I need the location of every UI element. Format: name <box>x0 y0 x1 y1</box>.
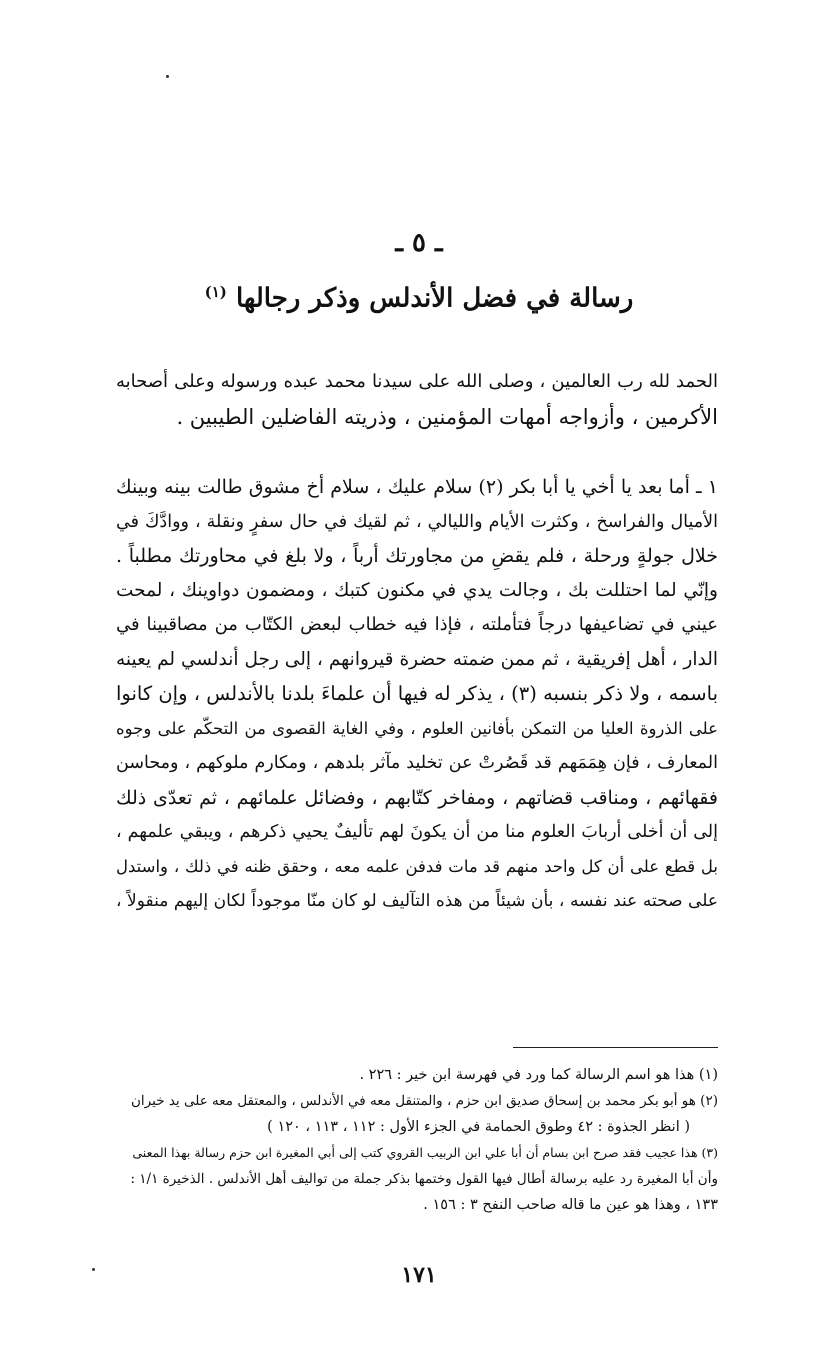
footnotes <box>118 1062 718 1218</box>
text-line: على صحته عند نفسه ، بأن شيئاً من هذه التآليف لو كان منّا موجوداً لكان إليهم منقولاً ، <box>116 891 718 911</box>
section-number: ـ ٥ ـ <box>395 228 443 258</box>
intro-paragraph <box>116 365 718 434</box>
footnote-1: (١) هذا هو اسم الرسالة كما ورد في فهرسة ابن خير : ٢٢٦ . <box>359 1067 718 1083</box>
text-line: الحمد لله رب العالمين ، وصلى الله على سيدنا محمد عبده ورسوله وعلى أصحابه <box>116 371 718 392</box>
text-line: الأميال والفراسخ ، وكثرت الأيام والليالي ، ثم لقيك في حال سفرٍ ونقلة ، ووادَّكَ في <box>116 511 718 532</box>
text-line: ١ ـ أما بعد يا أخي يا أبا بكر (٢) سلام عليك ، سلام أخ مشوق طالت بينه وبينك <box>116 476 718 498</box>
chapter-title-text: رسالة في فضل الأندلس وذكر رجالها <box>235 283 634 314</box>
title-footnote-marker: (١) <box>204 283 227 301</box>
footnote-2-continued: ( انظر الجذوة : ٤٢ وطوق الحمامة في الجزء الأول : ١١٢ ، ١١٣ ، ١٢٠ ) <box>267 1119 690 1135</box>
text-line: الدار ، أهل إفريقية ، ثم ممن ضمته حضرة قيروانهم ، إلى رجل أندلسي لم يعينه <box>116 648 718 670</box>
text-line: خلال جولةٍ ورحلة ، فلم يقضِ من مجاورتك أرباً ، ولا بلغ في محاورتك مطلباً . <box>116 545 718 567</box>
footnote-2: (٢) هو أبو بكر محمد بن إسحاق صديق ابن حزم ، والمتنقل معه في الأندلس ، والمعتقل معه على يد خيران <box>131 1093 718 1109</box>
footnote-3-continued: وأن أبا المغيرة رد عليه برسالة أطال فيها القول وختمها بذكر جملة من تواليف أهل الأندلس . الذخيرة ١/١ : <box>130 1171 718 1187</box>
text-line: عيني في تضاعيفها درجاً فتأملته ، فإذا فيه خطاب لبعض الكتّاب من مصاقبينا في <box>116 614 718 635</box>
text-line: باسمه ، ولا ذكر بنسبه (٣) ، يذكر له فيها أن علماءَ بلدنا بالأندلس ، وإن كانوا <box>116 682 718 705</box>
footnote-3: (٣) هذا عجيب فقد صرح ابن بسام أن أبا علي ابن الربيب القروي كتب إلى أبي المغيرة ابن حزم رسالة بهذا المعنى <box>132 1145 718 1160</box>
scan-speck <box>166 75 169 78</box>
text-line: فقهائهم ، ومناقب قضاتهم ، ومفاخر كتّابهم ، وفضائل علمائهم ، ثم تعدّى ذلك <box>116 786 718 809</box>
text-line: على الذروة العليا من التمكن بأفانين العلوم ، وفي الغاية القصوى من التحكّم على وجوه <box>116 718 718 738</box>
text-line: المعارف ، فإن هِمَمَهم قد قَصُرتْ عن تخليد مآثر بلدهم ، ومكارم ملوكهم ، ومحاسن <box>116 753 718 773</box>
text-line: وإنّي لما احتللت بك ، وجالت يدي في مكنون كتبك ، ومضمون دواوينك ، لمحت <box>116 579 718 601</box>
page-number: ١٧١ <box>401 1262 437 1288</box>
text-line: بل قطع على أن كل واحد منهم قد مات فدفن علمه معه ، وحقق ظنه في ذلك ، واستدل <box>116 856 718 876</box>
text-line: الأكرمين ، وأزواجه أمهات المؤمنين ، وذريته الفاضلين الطيبين . <box>176 404 718 429</box>
footnote-3-continued: ١٣٣ ، وهذا هو عين ما قاله صاحب النفح ٣ : ١٥٦ . <box>423 1197 718 1213</box>
footnote-divider <box>513 1047 718 1048</box>
paragraph-1 <box>116 470 718 919</box>
chapter-title <box>120 283 718 314</box>
text-line: إلى أن أخلى أربابَ العلوم منا من أن يكونَ لهم تأليفٌ يحيي ذكرهم ، ويبقي علمهم ، <box>116 822 718 842</box>
